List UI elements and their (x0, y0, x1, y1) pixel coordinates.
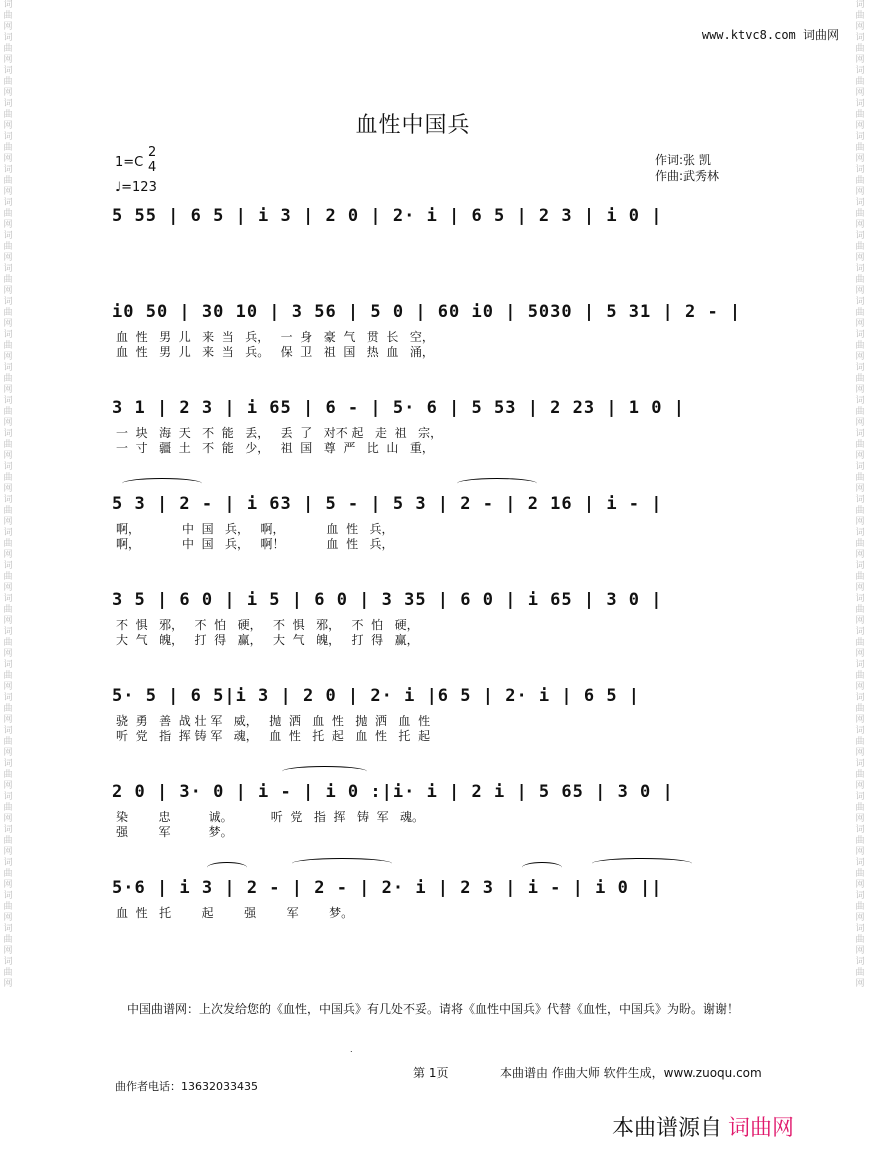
lyric-line-2: 大 气 魄， 打 得 赢， 大 气 魄， 打 得 赢， (116, 633, 419, 647)
notation-line: 2 0 | 3· 0 | i - | i 0 :|i· i | 2 i | 5 65 | 3 0 | (112, 782, 674, 802)
lyric-line-1: 骁 勇 善 战 壮 军 威， 抛 洒 血 性 抛 洒 血 性 (116, 714, 431, 728)
notation-line: 3 5 | 6 0 | i 5 | 6 0 | 3 35 | 6 0 | i 65 | 3 0 | (112, 590, 663, 610)
slur (522, 862, 562, 873)
notation-line: 5 55 | 6 5 | i 3 | 2 0 | 2· i | 6 5 | 2 3 | i 0 | (112, 206, 663, 226)
side-watermark-right: 词曲网词曲网词曲网词曲网词曲网词曲网词曲网词曲网词曲网词曲网词曲网词曲网词曲网词曲网词曲网词曲网词曲网词曲网词曲网词曲网词曲网词曲网词曲网词曲网词曲网词曲网词曲网词曲网词曲网词曲网 (855, 0, 865, 989)
dot-mark: . (350, 1045, 353, 1054)
composer-phone: 曲作者电话：13632033435 (115, 1080, 258, 1093)
lyric-line-1: 一 块 海 天 不 能 丢， 丢 了 对不 起 走 祖 宗， (116, 426, 443, 440)
slur (282, 766, 367, 777)
time-signature (148, 145, 156, 175)
slur (122, 478, 202, 489)
source-brand[interactable]: 词曲网 (728, 1116, 795, 1141)
page-number: 第 1页 (413, 1066, 449, 1080)
generator-credit: 本曲谱由 作曲大师 软件生成，www.zuoqu.com (500, 1066, 762, 1080)
lyric-line-1: 染 忠 诚。 听 党 指 挥 铸 军 魂。 (116, 810, 425, 824)
footer-note: 中国曲谱网：上次发给您的《血性，中国兵》有几处不妥。请将《血性中国兵》代替《血性，中国兵》为盼。谢谢！ (127, 1002, 740, 1016)
notation-line: 5· 5 | 6 5|i 3 | 2 0 | 2· i |6 5 | 2· i | 6 5 | (112, 686, 641, 706)
lyric-line-1: 不 惧 邪， 不 怕 硬， 不 惧 邪， 不 怕 硬， (116, 618, 419, 632)
side-watermark-left: 词曲网词曲网词曲网词曲网词曲网词曲网词曲网词曲网词曲网词曲网词曲网词曲网词曲网词曲网词曲网词曲网词曲网词曲网词曲网词曲网词曲网词曲网词曲网词曲网词曲网词曲网词曲网词曲网词曲网词曲网 (3, 0, 13, 989)
notation-line: 5 3 | 2 - | i 63 | 5 - | 5 3 | 2 - | 2 16 | i - | (112, 494, 663, 514)
notation-line: i0 50 | 30 10 | 3 56 | 5 0 | 60 i0 | 5030 | 5 31 | 2 - | (112, 302, 742, 322)
time-sig-top: 2 (148, 145, 157, 160)
slur (592, 858, 692, 869)
lyricist: 作词:张 凯 (655, 153, 711, 167)
key-signature (115, 145, 157, 175)
tempo-marking: ♩=123 (115, 180, 157, 195)
source-credit (612, 1111, 794, 1142)
composer: 作曲:武秀林 (655, 169, 720, 183)
song-title: 血性中国兵 (355, 113, 471, 138)
lyric-line-2: 啊， 中 国 兵， 啊！ 血 性 兵， (116, 537, 394, 551)
slur (457, 478, 537, 489)
lyric-line-2: 血 性 男 儿 来 当 兵。 保 卫 祖 国 热 血 涌， (116, 345, 434, 359)
key-label: 1=C (115, 155, 144, 170)
lyric-line-1: 啊， 中 国 兵， 啊， 血 性 兵， (116, 522, 394, 536)
notation-line: 3 1 | 2 3 | i 65 | 6 - | 5· 6 | 5 53 | 2 23 | 1 0 | (112, 398, 685, 418)
time-sig-bottom: 4 (148, 160, 157, 175)
lyric-line-2: 强 军 梦。 (116, 825, 233, 839)
site-url[interactable]: www.ktvc8.com 词曲网 (701, 28, 839, 42)
source-prefix: 本曲谱源自 (612, 1116, 723, 1141)
lyric-line-2: 听 党 指 挥 铸 军 魂， 血 性 托 起 血 性 托 起 (116, 729, 431, 743)
lyric-line-1: 血 性 托 起 强 军 梦。 (116, 906, 354, 920)
slur (292, 858, 392, 869)
notation-line: 5·6 | i 3 | 2 - | 2 - | 2· i | 2 3 | i - | i 0 || (112, 878, 663, 898)
slur (207, 862, 247, 873)
lyric-line-1: 血 性 男 儿 来 当 兵， 一 身 豪 气 贯 长 空， (116, 330, 434, 344)
lyric-line-2: 一 寸 疆 土 不 能 少， 祖 国 尊 严 比 山 重， (116, 441, 434, 455)
credits (655, 152, 719, 184)
